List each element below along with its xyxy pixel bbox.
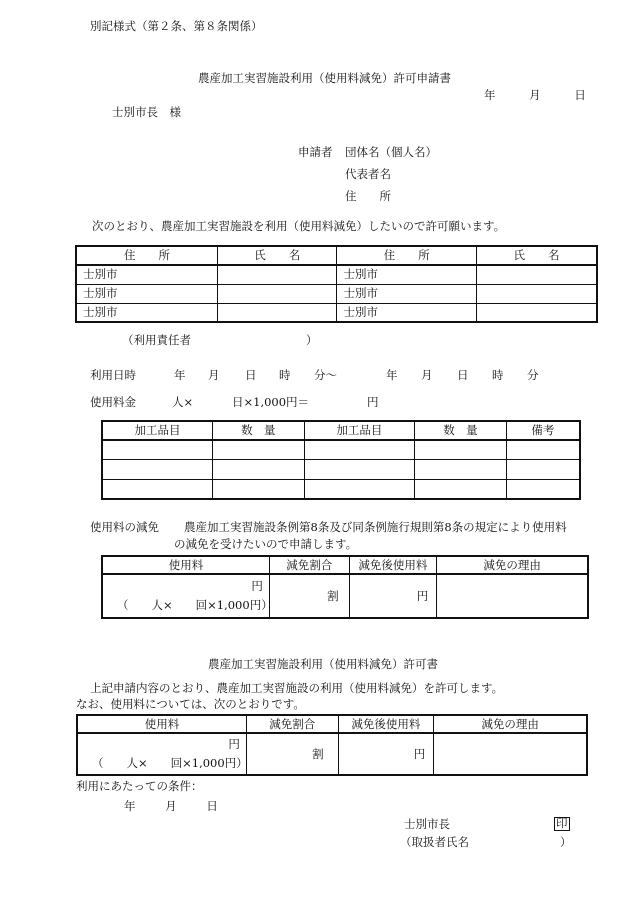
- table-row: [102, 479, 580, 499]
- member-address-cell: 士別市: [76, 265, 217, 284]
- usage-fee-days: 日×1,000円＝: [232, 395, 310, 409]
- member-address-cell: 士別市: [337, 303, 476, 322]
- table-row: [76, 303, 597, 322]
- items-header-row: [102, 421, 580, 440]
- member-address-cell: 士別市: [76, 303, 217, 322]
- members-header-address: 住 所: [76, 246, 217, 265]
- item-cell: [102, 440, 213, 459]
- reduction-rate-cell: 割: [269, 574, 349, 618]
- permit-after-fee-cell: 円: [338, 733, 434, 775]
- conditions-label: 利用にあたっての条件：: [76, 779, 203, 793]
- members-header-address-2: 住 所: [337, 246, 476, 265]
- table-row: [102, 574, 588, 618]
- permit-date-year: 年: [124, 799, 136, 813]
- usage-end-minute: 分: [527, 368, 539, 382]
- item-cell: [415, 440, 507, 459]
- table-row: [102, 440, 580, 459]
- item-cell: [506, 440, 580, 459]
- member-name-cell: [217, 265, 337, 284]
- permit-fee-cell: [77, 733, 246, 775]
- members-table: [75, 245, 598, 323]
- usage-start-month: 月: [208, 368, 220, 382]
- table-row: [76, 284, 597, 303]
- permit-title: 農産加工実習施設利用（使用料減免）許可書: [208, 657, 438, 671]
- date-line: [484, 89, 586, 102]
- items-header-quantity: 数 量: [213, 421, 305, 440]
- usage-end-year: 年: [386, 368, 398, 382]
- reduction-header-reason: 減免の理由: [437, 556, 588, 574]
- item-cell: [102, 459, 213, 479]
- reduction-header-after-fee: 減免後使用料: [349, 556, 437, 574]
- permit-table: [76, 714, 588, 776]
- usage-fee-label: 使用料金: [90, 395, 136, 409]
- member-name-cell: [476, 284, 597, 303]
- item-cell: [415, 459, 507, 479]
- seal-icon: 印: [556, 816, 568, 830]
- items-header-quantity-2: 数 量: [415, 421, 507, 440]
- item-cell: [213, 479, 305, 499]
- permit-header-row: [77, 715, 587, 733]
- permit-line1: 上記申請内容のとおり、農産加工実習施設の利用（使用料減免）を許可します。: [90, 681, 504, 695]
- usage-fee-yen: 円: [367, 395, 379, 409]
- handler-label: （取扱者氏名: [400, 835, 469, 849]
- permit-rate-cell: 割: [246, 733, 338, 775]
- usage-fee-persons: 人×: [172, 395, 194, 409]
- date-year: 年: [484, 88, 496, 102]
- member-name-cell: [476, 265, 597, 284]
- members-header-name-2: 氏 名: [476, 246, 597, 265]
- reduction-fee-calc: （ 人× 回×1,000円）: [117, 598, 273, 612]
- table-row: [102, 459, 580, 479]
- seal-mark: [554, 817, 570, 831]
- permit-date-day: 日: [206, 799, 218, 813]
- permit-line2: なお、使用料については、次のとおりです。: [76, 697, 305, 711]
- item-cell: [415, 479, 507, 499]
- handler-close: ）: [560, 835, 572, 849]
- reduction-text-line2: の減免を受けたいので申請します。: [174, 537, 358, 551]
- member-name-cell: [217, 303, 337, 322]
- reduction-header-fee: 使用料: [102, 556, 269, 574]
- item-cell: [213, 459, 305, 479]
- items-header-remarks: 備考: [506, 421, 580, 440]
- table-row: [77, 733, 587, 775]
- reduction-after-fee-cell: 円: [349, 574, 437, 618]
- addressee: 士別市長 様: [112, 105, 181, 119]
- usage-datetime-label: 利用日時: [90, 368, 136, 382]
- application-title: 農産加工実習施設利用（使用料減免）許可申請書: [198, 71, 451, 85]
- responsible-person-label: （利用責任者: [122, 333, 191, 347]
- permit-header-reason: 減免の理由: [434, 715, 587, 733]
- item-cell: [304, 440, 414, 459]
- permit-date-line: [124, 800, 218, 813]
- usage-start-day: 日: [245, 368, 257, 382]
- reduction-label: 使用料の減免: [90, 520, 159, 534]
- reduction-table: [101, 555, 589, 619]
- usage-end-day: 日: [457, 368, 469, 382]
- reduction-reason-cell: [437, 574, 588, 618]
- representative-label: 代表者名: [345, 167, 391, 181]
- items-table: [101, 420, 581, 500]
- items-header-product: 加工品目: [102, 421, 213, 440]
- permit-header-after-fee: 減免後使用料: [338, 715, 434, 733]
- members-header-row: [76, 246, 597, 265]
- member-name-cell: [217, 284, 337, 303]
- usage-start-minute: 分～: [314, 368, 337, 382]
- permit-reason-cell: [434, 733, 587, 775]
- items-header-product-2: 加工品目: [304, 421, 414, 440]
- form-reference: 別記様式（第２条、第８条関係）: [90, 19, 263, 33]
- application-intro: 次のとおり、農産加工実習施設を利用（使用料減免）したいので許可願います。: [92, 219, 506, 233]
- date-day: 日: [574, 88, 586, 102]
- applicant-label: 申請者: [298, 145, 333, 159]
- item-cell: [102, 479, 213, 499]
- mayor-label: 士別市長: [404, 817, 450, 831]
- applicant-address-label: 住 所: [345, 189, 391, 203]
- date-month: 月: [529, 88, 541, 102]
- reduction-header-row: [102, 556, 588, 574]
- usage-start-hour: 時: [279, 368, 291, 382]
- permit-header-rate: 減免割合: [246, 715, 338, 733]
- reduction-text-line1: 農産加工実習施設条例第8条及び同条例施行規則第8条の規定により使用料: [184, 520, 567, 534]
- permit-fee-calc: （ 人× 回×1,000円）: [92, 756, 248, 770]
- members-header-name: 氏 名: [217, 246, 337, 265]
- usage-end-month: 月: [421, 368, 433, 382]
- permit-header-fee: 使用料: [77, 715, 246, 733]
- reduction-fee-yen: 円: [251, 579, 263, 594]
- member-name-cell: [476, 303, 597, 322]
- permit-fee-yen: 円: [228, 737, 240, 752]
- item-cell: [304, 459, 414, 479]
- item-cell: [213, 440, 305, 459]
- usage-end-hour: 時: [492, 368, 504, 382]
- responsible-person-close: ）: [306, 333, 318, 347]
- org-name-label: 団体名（個人名）: [345, 145, 437, 159]
- member-address-cell: 士別市: [337, 284, 476, 303]
- usage-start-year: 年: [174, 368, 186, 382]
- member-address-cell: 士別市: [337, 265, 476, 284]
- reduction-fee-cell: [102, 574, 273, 618]
- item-cell: [506, 459, 580, 479]
- member-address-cell: 士別市: [76, 284, 217, 303]
- reduction-header-rate: 減免割合: [269, 556, 349, 574]
- permit-date-month: 月: [165, 799, 177, 813]
- item-cell: [304, 479, 414, 499]
- item-cell: [506, 479, 580, 499]
- table-row: [76, 265, 597, 284]
